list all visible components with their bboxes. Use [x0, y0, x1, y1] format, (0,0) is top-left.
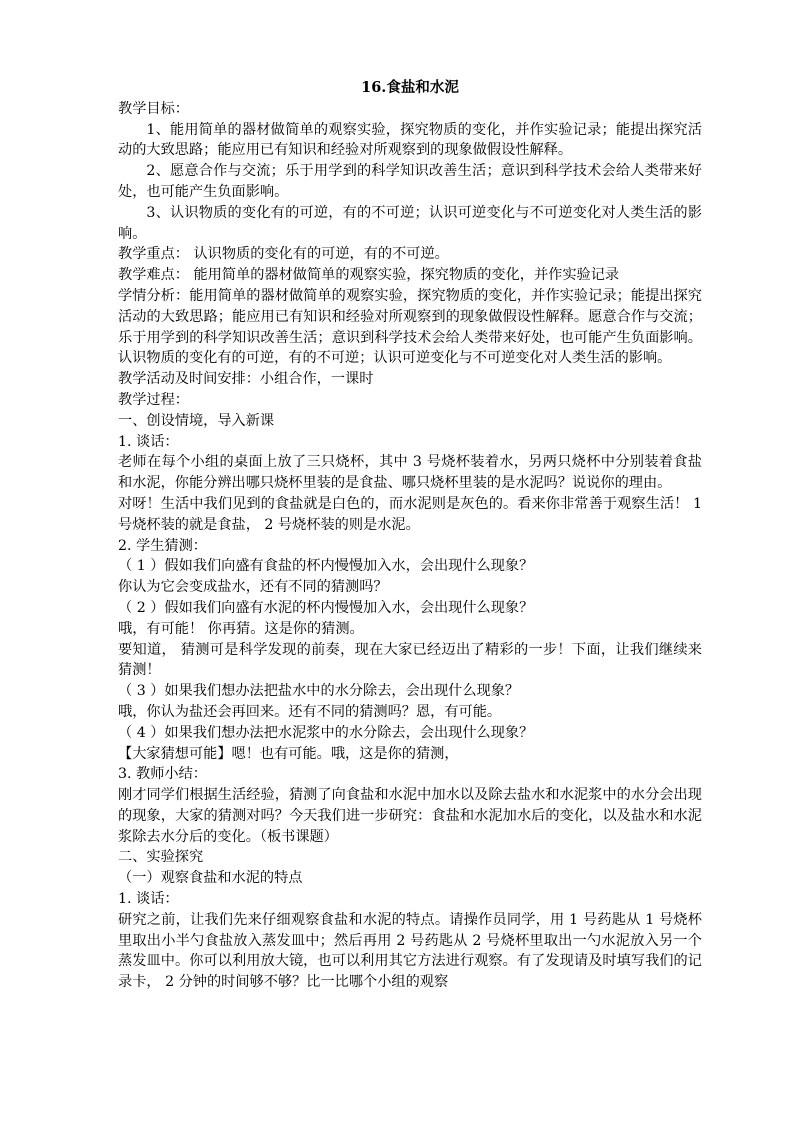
paragraph: （ 4 ）如果我们想办法把水泥浆中的水分除去，会出现什么现象？ [118, 724, 534, 741]
document-title: 16.食盐和水泥 [361, 79, 459, 96]
paragraph: 1. 谈话： [118, 891, 179, 908]
paragraph: 一、创设情境，导入新课 [118, 412, 275, 429]
document-body [118, 99, 702, 993]
paragraph: 【大家猜想可能】嗯！也有可能。哦，这是你的猜测， [118, 745, 459, 762]
paragraph: 教学过程： [118, 391, 189, 408]
paragraph: （一）观察食盐和水泥的特点 [118, 870, 303, 887]
paragraph: 教学重点： 认识物质的变化有的可逆，有的不可逆。 [118, 246, 449, 263]
paragraph: 1. 谈话： [118, 433, 179, 450]
paragraph: 刚才同学们根据生活经验，猜测了向食盐和水泥中加水以及除去盐水和水泥浆中的水分会出现的现象，大家的猜测对吗？今天我们进一步研究：食盐和水泥加水后的变化，以及盐水和水泥浆除去水分后的变化。（板书课题） [118, 787, 702, 845]
paragraph: 2、愿意合作与交流；乐于用学到的科学知识改善生活；意识到科学技术会给人类带来好处，也可能产生负面影响。 [118, 163, 702, 200]
paragraph: 教学难点： 能用简单的器材做简单的观察实验，探究物质的变化，并作实验记录 [118, 267, 620, 284]
document-page [118, 78, 702, 993]
paragraph: （ 3 ）如果我们想办法把盐水中的水分除去，会出现什么现象？ [118, 683, 520, 700]
paragraph: 对呀！生活中我们见到的食盐就是白色的，而水泥则是灰色的。看来你非常善于观察生活！ 1 号烧杯装的就是食盐， 2 号烧杯装的则是水泥。 [118, 495, 702, 533]
paragraph: 老师在每个小组的桌面上放了三只烧杯，其中 3 号烧杯装着水，另两只烧杯中分别装着食盐和水泥，你能分辨出哪只烧杯里装的是食盐、哪只烧杯里装的是水泥吗？说说你的理由。 [118, 454, 702, 492]
paragraph: 3、认识物质的变化有的可逆，有的不可逆；认识可逆变化与不可逆变化对人类生活的影响。 [118, 204, 702, 242]
paragraph: 哦，你认为盐还会再回来。还有不同的猜测吗？恩，有可能。 [118, 703, 502, 720]
paragraph: 教学活动及时间安排：小组合作，一课时 [118, 371, 374, 388]
paragraph: 你认为它会变成盐水，还有不同的猜测吗？ [118, 579, 388, 596]
paragraph: 要知道， 猜测可是科学发现的前奏，现在大家已经迈出了精彩的一步！下面，让我们继续来猜测！ [118, 641, 702, 679]
paragraph: 研究之前，让我们先来仔细观察食盐和水泥的特点。请操作员同学，用 1 号药匙从 1 号烧杯里取出小半勺食盐放入蒸发皿中；然后再用 2 号药匙从 2 号烧杯里取出一勺水泥放入另一个蒸发皿中。你可以利用放大镜，也可以利用其它方法进行观察。有了发现请及时填写我们的记录卡， 2 分钟的时间够不够？比一比哪个小组的观察 [118, 911, 702, 991]
paragraph: （ 2 ）假如我们向盛有水泥的杯内慢慢加入水，会出现什么现象？ [118, 599, 534, 616]
paragraph: 二、实验探究 [118, 849, 204, 866]
paragraph: 哦，有可能！ 你再猜。这是你的猜测。 [118, 620, 364, 637]
paragraph: 3. 教师小结： [118, 766, 207, 783]
paragraph: （ 1 ）假如我们向盛有食盐的杯内慢慢加入水，会出现什么现象？ [118, 558, 534, 575]
paragraph: 1、能用简单的器材做简单的观察实验，探究物质的变化，并作实验记录；能提出探究活动的大致思路；能应用已有知识和经验对所观察到的现象做假设性解释。 [118, 121, 702, 159]
paragraph: 教学目标： [118, 100, 189, 117]
paragraph: 2. 学生猜测： [118, 537, 207, 554]
paragraph: 学情分析：能用简单的器材做简单的观察实验，探究物质的变化，并作实验记录；能提出探究活动的大致思路；能应用已有知识和经验对所观察到的现象做假设性解释。愿意合作与交流；乐于用学到的科学知识改善生活；意识到科学技术会给人类带来好处，也可能产生负面影响。认识物质的变化有的可逆，有的不可逆；认识可逆变化与不可逆变化对人类生活的影响。 [118, 287, 702, 367]
